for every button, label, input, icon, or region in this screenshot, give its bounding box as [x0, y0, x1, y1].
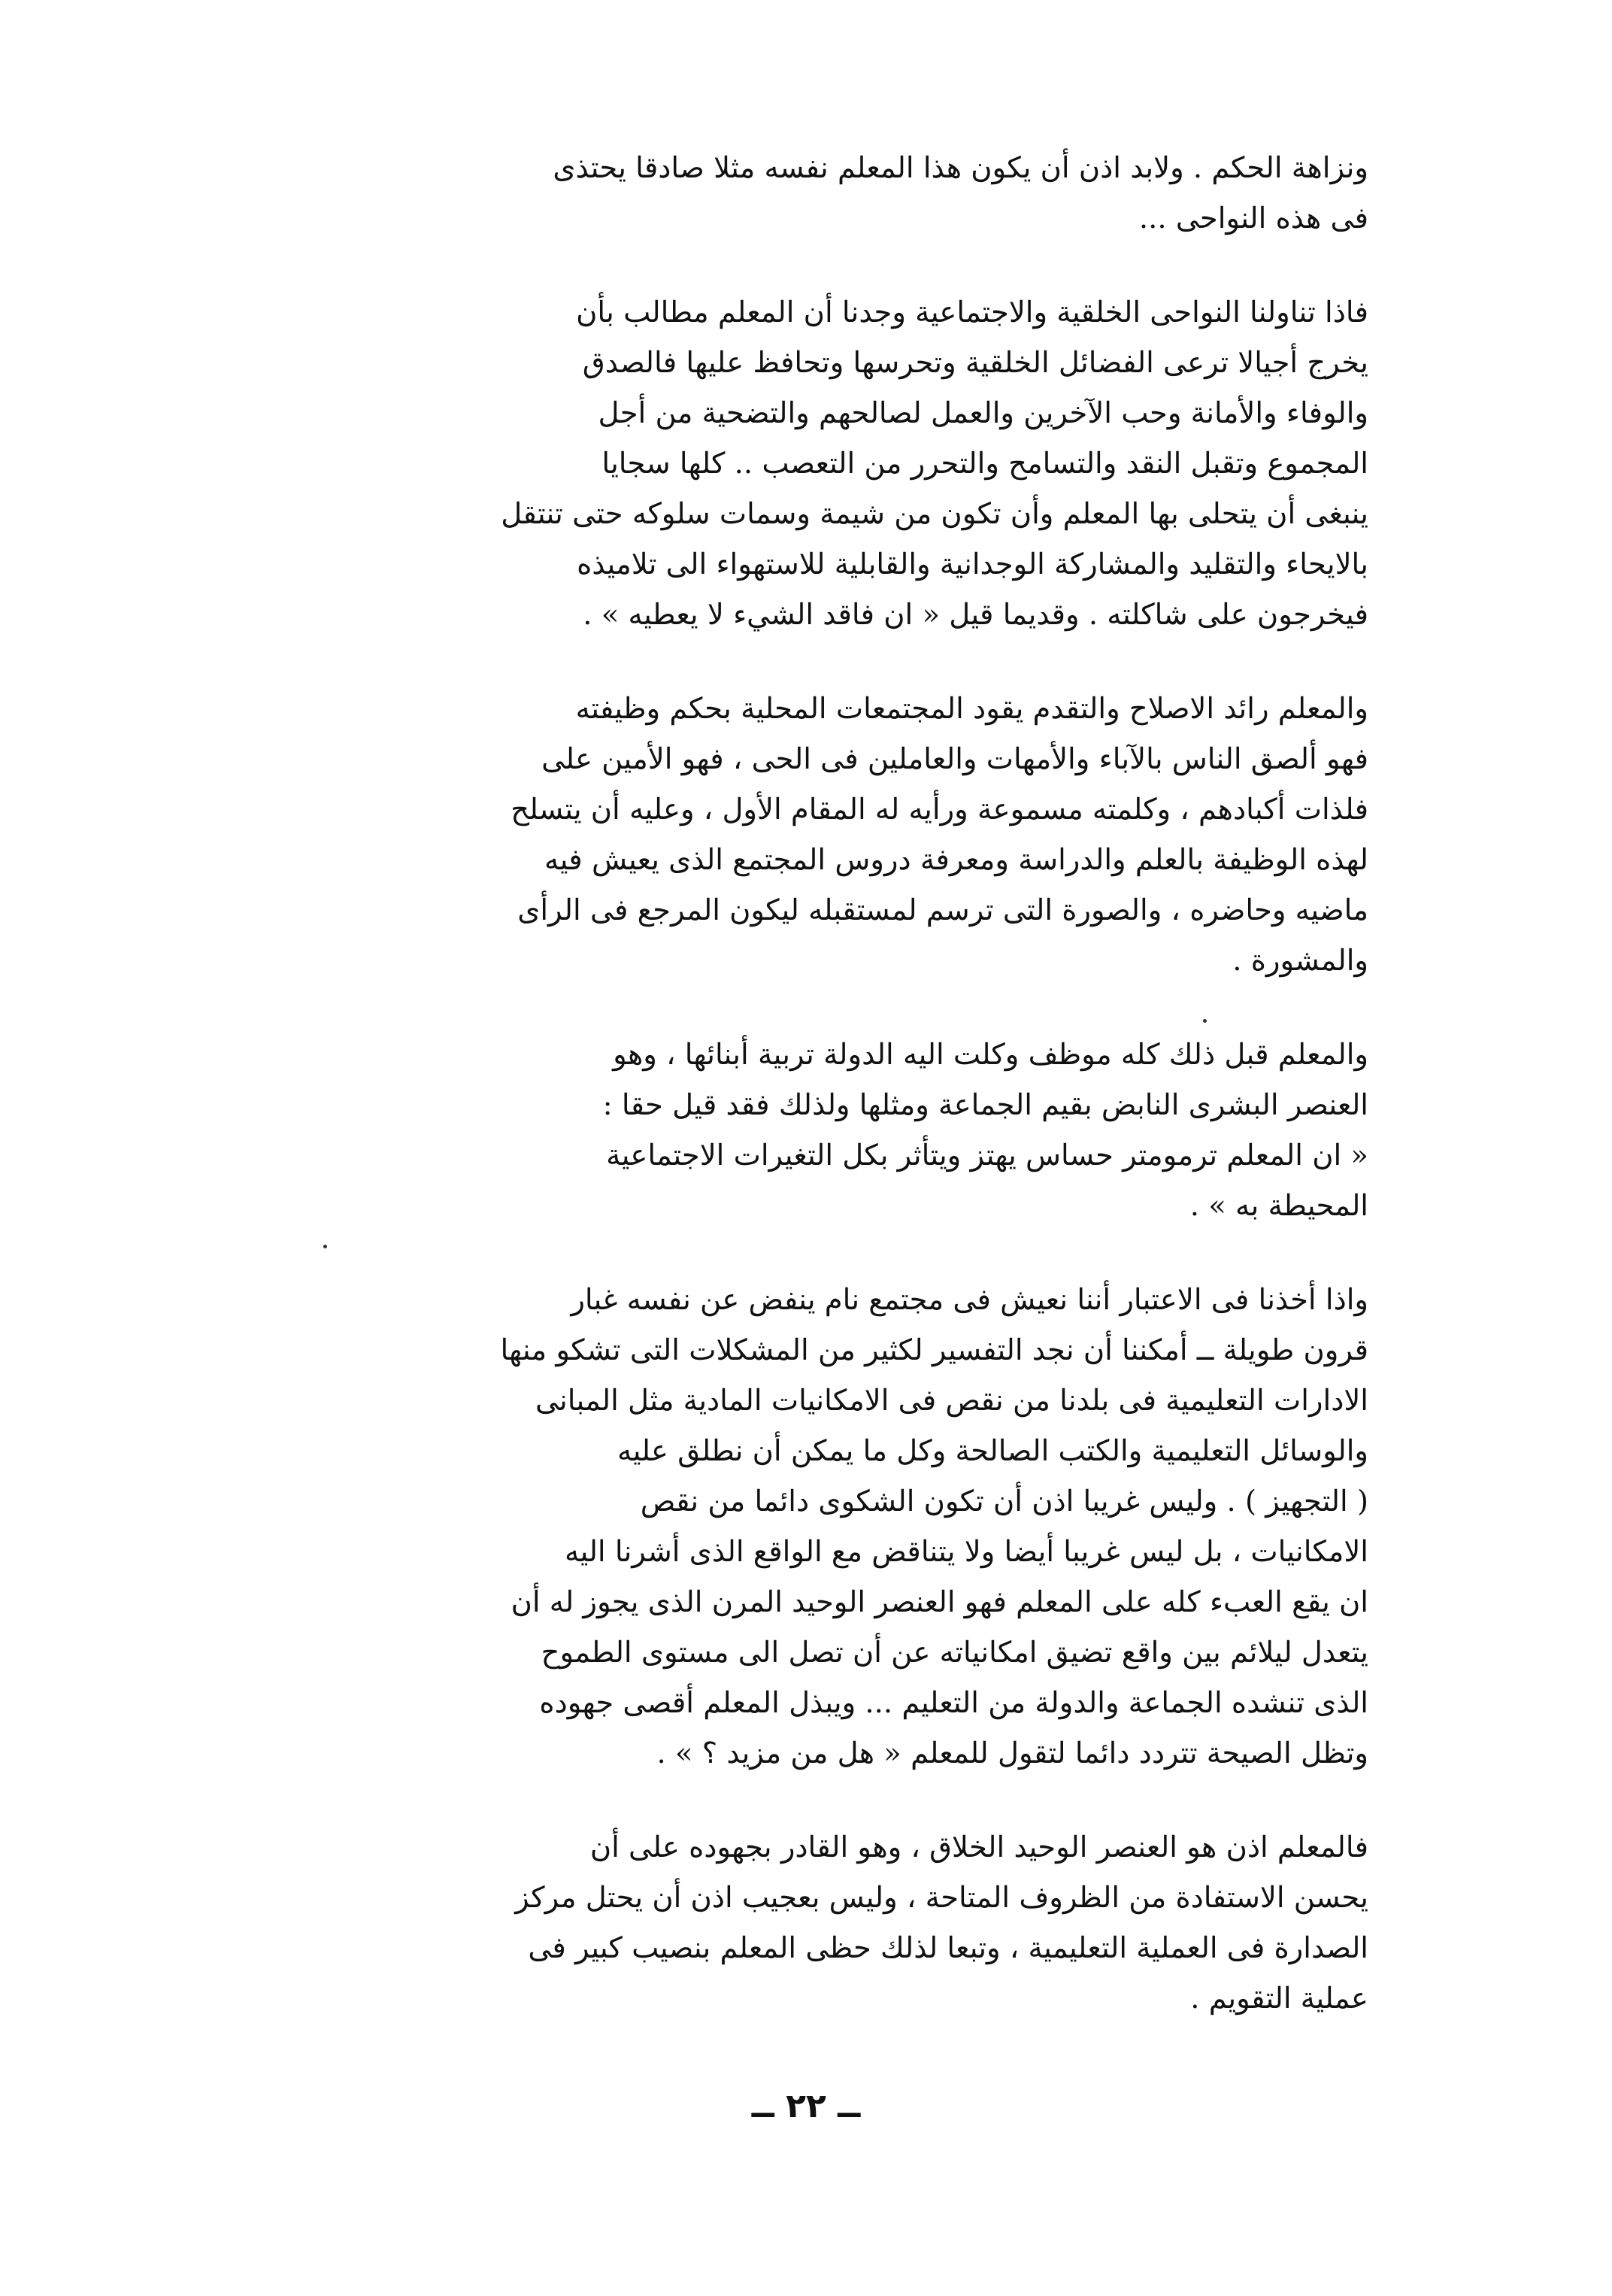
text-line: ونزاهة الحكم . ولابد اذن أن يكون هذا المعلم نفسه مثلا صادقا يحتذى [553, 151, 1368, 185]
paragraph [278, 143, 1368, 244]
text-line: الامكانيات ، بل ليس غريبا أيضا ولا يتناقض مع الواقع الذى أشرنا اليه [564, 1535, 1368, 1569]
text-line: ( التجهيز ) . وليس غريبا اذن أن تكون الشكوى دائما من نقص [640, 1485, 1368, 1518]
paragraph [278, 684, 1368, 986]
text-line: الذى تنشده الجماعة والدولة من التعليم ... ويبذل المعلم أقصى جهوده [539, 1686, 1368, 1720]
text-line: يحسن الاستفادة من الظروف المتاحة ، وليس بعجيب اذن أن يحتل مركز [515, 1881, 1368, 1915]
scan-speck [323, 1245, 327, 1248]
text-line: العنصر البشرى النابض بقيم الجماعة ومثلها ولذلك فقد قيل حقا : [602, 1088, 1368, 1122]
text-line: لهذه الوظيفة بالعلم والدراسة ومعرفة دروس المجتمع الذى يعيش فيه [544, 843, 1368, 877]
text-line: يخرج أجيالا ترعى الفضائل الخلقية وتحرسها وتحافظ عليها فالصدق [582, 346, 1368, 380]
text-line: فالمعلم اذن هو العنصر الوحيد الخلاق ، وهو القادر بجهوده على أن [589, 1830, 1368, 1864]
page-number: ــ ٢٢ ــ [751, 2087, 861, 2125]
text-line: ينبغى أن يتحلى بها المعلم وأن تكون من شيمة وسمات سلوكه حتى تنتقل [501, 497, 1368, 531]
text-line: يتعدل ليلائم بين واقع تضيق امكانياته عن أن تصل الى مستوى الطموح [541, 1636, 1368, 1670]
text-line: وتظل الصيحة تتردد دائما لتقول للمعلم « هل من مزيد ؟ » . [656, 1736, 1368, 1770]
text-line: قرون طويلة ــ أمكننا أن نجد التفسير لكثير من المشكلات التى تشكو منها [500, 1333, 1368, 1367]
text-line: المحيطة به » . [1189, 1189, 1368, 1223]
text-line: فى هذه النواحى ... [1138, 202, 1368, 235]
paragraph [278, 1275, 1368, 1779]
text-line: والوفاء والأمانة وحب الآخرين والعمل لصالحهم والتضحية من أجل [598, 396, 1368, 430]
text-line: الادارات التعليمية فى بلدنا من نقص فى الامكانيات المادية مثل المبانى [535, 1384, 1368, 1418]
text-line: والمشورة . [1232, 944, 1368, 978]
text-line: الصدارة فى العملية التعليمية ، وتبعا لذلك حظى المعلم بنصيب كبير فى [528, 1931, 1368, 1965]
body-text [278, 143, 1368, 2024]
text-line: بالايحاء والتقليد والمشاركة الوجدانية والقابلية للاستهواء الى تلاميذه [577, 547, 1368, 581]
text-line: واذا أخذنا فى الاعتبار أننا نعيش فى مجتمع نام ينفض عن نفسه غبار [571, 1283, 1368, 1317]
paragraph [278, 287, 1368, 640]
text-line: فيخرجون على شاكلته . وقديما قيل « ان فاقد الشيء لا يعطيه » . [583, 598, 1368, 632]
text-line: فلذات أكبادهم ، وكلمته مسموعة ورأيه له المقام الأول ، وعليه أن يتسلح [511, 793, 1368, 826]
text-line: فهو ألصق الناس بالآباء والأمهات والعاملين فى الحى ، فهو الأمين على [541, 742, 1368, 776]
text-line: ماضيه وحاضره ، والصورة التى ترسم لمستقبله ليكون المرجع فى الرأى [517, 893, 1368, 927]
scan-speck [1203, 1019, 1207, 1023]
paragraph [278, 1030, 1368, 1231]
text-line: عملية التقويم . [1190, 1982, 1368, 2015]
text-line: والوسائل التعليمية والكتب الصالحة وكل ما يمكن أن نطلق عليه [617, 1434, 1368, 1468]
paragraph [278, 1822, 1368, 2024]
text-line: فاذا تناولنا النواحى الخلقية والاجتماعية وجدنا أن المعلم مطالب بأن [576, 296, 1368, 329]
text-line: المجموع وتقبل النقد والتسامح والتحرر من التعصب .. كلها سجايا [601, 447, 1368, 481]
text-line: والمعلم رائد الاصلاح والتقدم يقود المجتمعات المحلية بحكم وظيفته [575, 692, 1368, 726]
text-line: ان يقع العبء كله على المعلم فهو العنصر الوحيد المرن الذى يجوز له أن [511, 1585, 1368, 1619]
text-line: « ان المعلم ترمومتر حساس يهتز ويتأثر بكل التغيرات الاجتماعية [606, 1139, 1368, 1172]
text-line: والمعلم قبل ذلك كله موظف وكلت اليه الدولة تربية أبنائها ، وهو [613, 1038, 1368, 1072]
